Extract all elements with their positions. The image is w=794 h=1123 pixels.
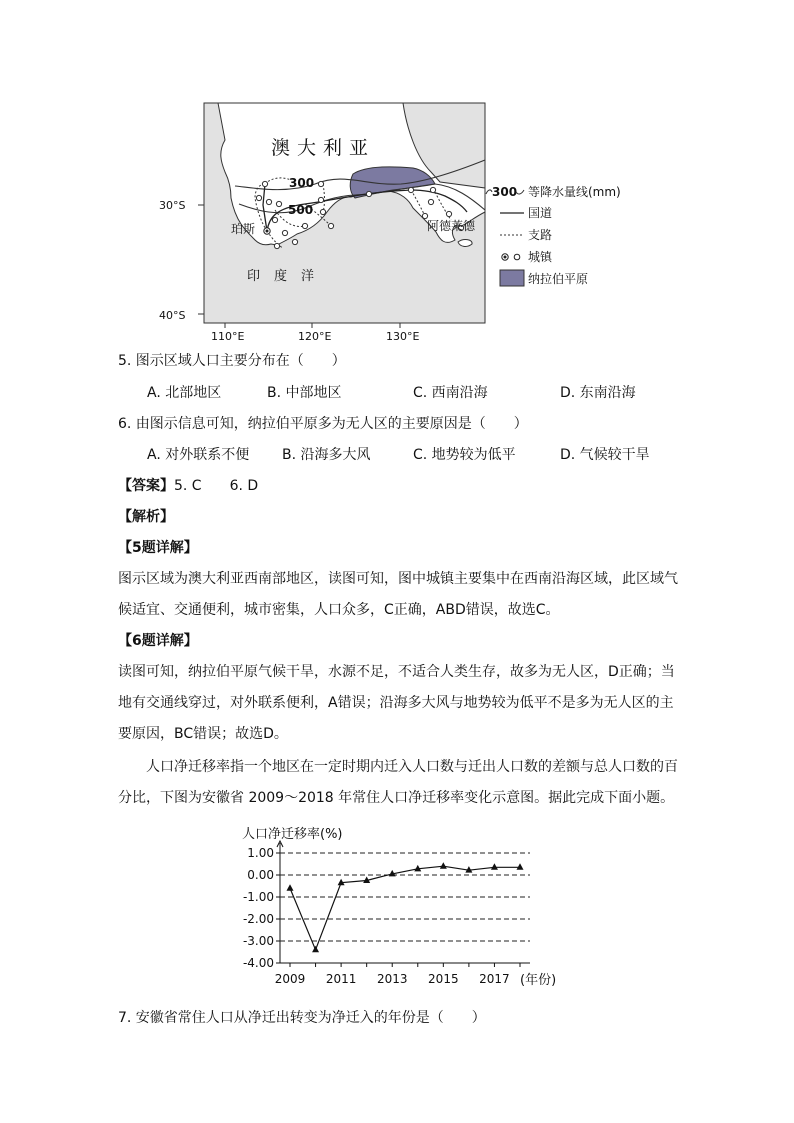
adelaide-label: 阿德莱德	[427, 219, 476, 233]
legend-town-label: 城镇	[528, 250, 553, 264]
legend-isoline-label: 等降水量线(mm)	[528, 185, 621, 199]
perth-label: 珀斯	[231, 222, 256, 236]
x-tick-label: 2013	[376, 972, 408, 986]
data-point	[491, 863, 498, 870]
legend-isoline-sample: 300	[492, 185, 518, 199]
legend-branch-label: 支路	[528, 228, 553, 242]
q6-option-c: C. 地势较为低平	[413, 447, 516, 463]
q5-option-c: C. 西南沿海	[413, 385, 488, 401]
answer-label: 【答案】	[118, 478, 174, 494]
q5-detail-label: 【5题详解】	[118, 540, 198, 556]
country-label: 澳大利亚	[271, 137, 376, 159]
y-tick-label: -1.00	[242, 890, 274, 904]
data-point	[312, 946, 319, 953]
q5-detail-text: 图示区域为澳大利亚西南部地区，读图可知，图中城镇主要集中在西南沿海区域，此区域气候适宜、交通便利，城市密集，人口众多，C正确，ABD错误，故选C。	[118, 571, 678, 618]
q6-option-a: A. 对外联系不便	[147, 447, 250, 463]
legend-plain-swatch	[500, 270, 524, 286]
q5-option-d: D. 东南沿海	[560, 385, 636, 401]
q5-option-a: A. 北部地区	[147, 385, 222, 401]
legend-plain-label: 纳拉伯平原	[528, 272, 589, 286]
lon-130-label: 130°E	[386, 330, 420, 343]
intro-paragraph: 人口净迁移率指一个地区在一定时期内迁入人口数与迁出人口数的差额与总人口数的百分比，下图为安徽省 2009～2018 年常住人口净迁移率变化示意图。据此完成下面小题。	[118, 759, 678, 806]
isoline-300-label: 300	[289, 176, 315, 190]
series-line	[290, 866, 520, 950]
migration-rate-chart	[230, 820, 570, 992]
y-tick-label: -3.00	[242, 934, 274, 948]
ocean-label: 印度洋	[247, 269, 329, 284]
map-island	[458, 240, 472, 247]
analysis-label: 【解析】	[118, 509, 174, 525]
q6-detail-label: 【6题详解】	[118, 633, 198, 649]
chart-title: 人口净迁移率(%)	[242, 827, 343, 842]
x-tick-label: 2011	[325, 972, 357, 986]
q6-option-b: B. 沿海多大风	[282, 447, 371, 463]
q7-stem: 7. 安徽省常住人口从净迁出转变为净迁入的年份是（ ）	[118, 1010, 486, 1026]
legend-highway-label: 国道	[528, 206, 553, 220]
perth-marker-dot	[266, 230, 269, 233]
lon-110-label: 110°E	[211, 330, 245, 343]
data-point	[287, 884, 294, 891]
lat-40-label: 40°S	[159, 309, 186, 322]
isoline-500-label: 500	[288, 203, 314, 217]
data-point	[517, 863, 524, 870]
x-tick-label: 2015	[428, 972, 459, 986]
y-tick-label: -4.00	[242, 956, 274, 970]
q6-detail-text: 读图可知，纳拉伯平原气候干旱，水源不足，不适合人类生存，故多为无人区，D正确；当地有交通线穿过，对外联系便利，A错误；沿海多大风与地势较为低平不是多为无人区的主要原因，BC错误；故选D。	[118, 664, 675, 742]
y-tick-label: -2.00	[242, 912, 274, 926]
answer-text: 5. C 6. D	[174, 478, 259, 494]
q6-option-d: D. 气候较干旱	[560, 447, 650, 463]
lat-30-label: 30°S	[159, 199, 186, 212]
data-point	[440, 862, 447, 869]
x-axis-label: (年份)	[520, 973, 557, 988]
answer	[118, 476, 258, 496]
x-tick-label: 2009	[274, 972, 306, 986]
lon-120-label: 120°E	[298, 330, 332, 343]
q6-stem: 6. 由图示信息可知，纳拉伯平原多为无人区的主要原因是（ ）	[118, 416, 528, 432]
q5-stem: 5. 图示区域人口主要分布在（ ）	[118, 353, 346, 369]
x-tick-label: 2017	[479, 972, 510, 986]
y-tick-label: 1.00	[247, 846, 274, 860]
map-legend	[482, 180, 652, 290]
y-tick-label: 0.00	[247, 868, 274, 882]
australia-map	[155, 100, 500, 345]
q5-option-b: B. 中部地区	[267, 385, 342, 401]
